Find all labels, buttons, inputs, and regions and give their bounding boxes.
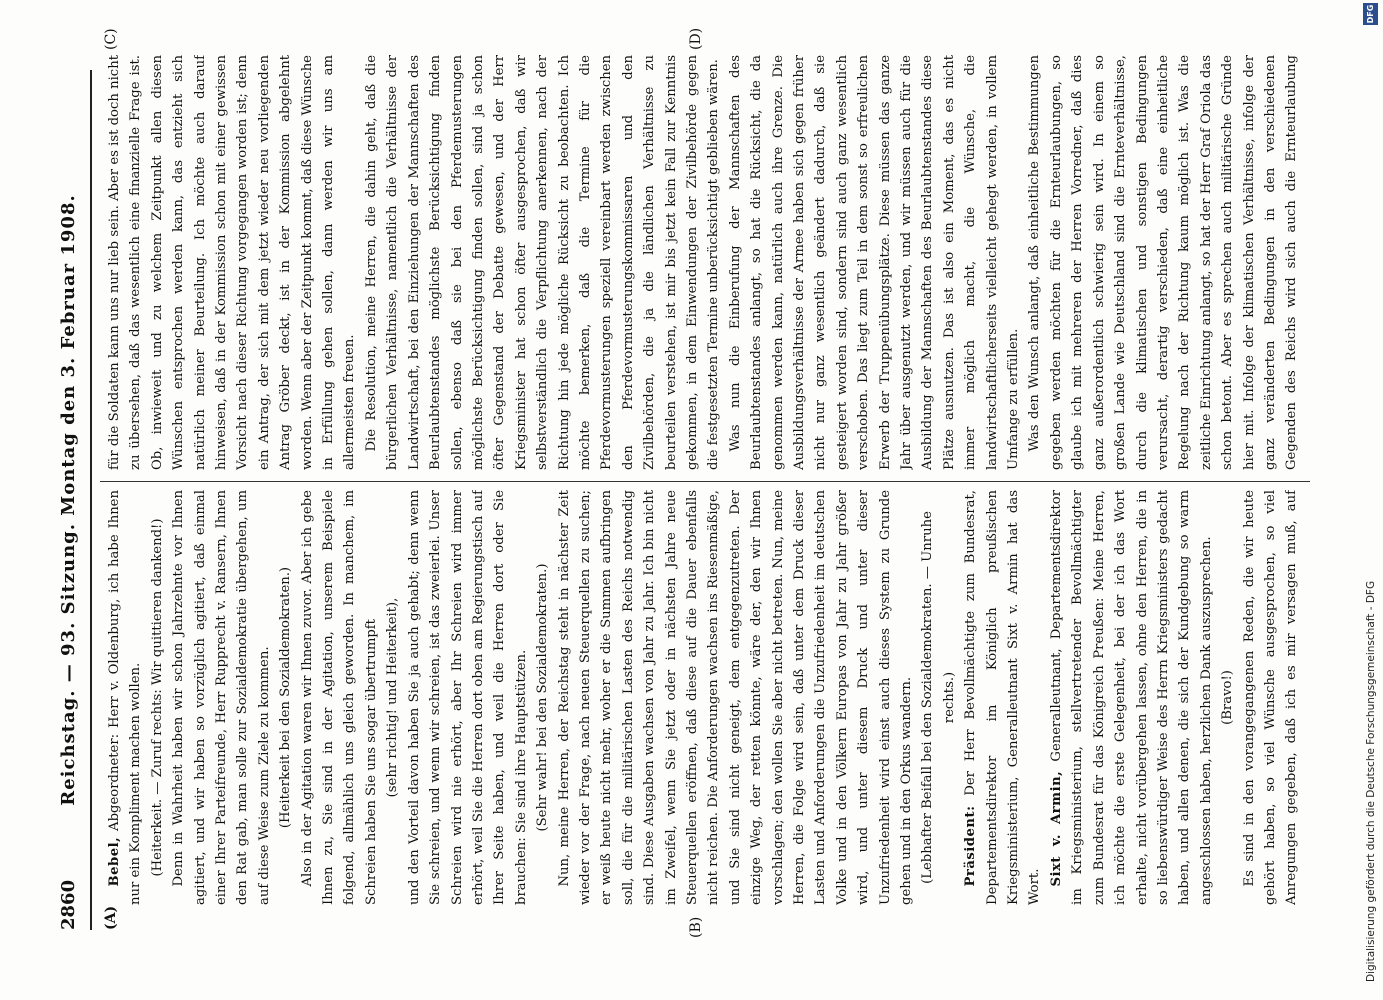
paragraph [1046,490,1217,905]
paragraph-text: Generalleutnant, Departementsdirektor im Kriegsministerium, stellvertretender Bevollmächtigter zum Bundesrat für das Königreich Preußen: Meine Herren, ich möchte die erste Gelegenheit, bei der ich das Wort erhalte, nicht vorübergehen lassen, ohne den Herren, die in so liebenswürdiger Weise des Herrn Kriegsministers gedacht haben, und allen denen, die sich der Kundgebung so warm angeschlossen haben, herzlichen Dank auszusprechen. [1048,490,1214,905]
header-rule [90,70,92,930]
paragraph: Die Resolution, meine Herren, die dahin geht, daß die bürgerlichen Verhältnisse, namentlich die Verhältnisse der Landwirtschaft, bei den Einziehungen der Mannschaften des Beurlaubtenstandes möglichste Berücksichtigung finden sollen, ebenso daß sie bei den Pferdemusterungen möglichste Berücksichtigung finden sollen, sind ja schon öfter Gegenstand der Debatte gewesen, und der Herr Kriegsminister hat schon öfter ausgesprochen, daß wir selbstverständlich die Verpflichtung anerkennen, nach der Richtung hin jede mögliche Rücksicht zu beobachten. Ich möchte bemerken, daß die Termine für die Pferdevormusterungen speziell vereinbart werden zwischen den Pferdevormusterungskommissaren und den Zivilbehörden, die ja die ländlichen Verhältnisse zu beurteilen verstehen, ist mir bis jetzt kein Fall zur Kenntnis gekommen, in dem Einwendungen der Zivilbehörde gegen die festgesetzten Termine unberücksichtigt geblieben wären. [363,55,722,470]
left-column [104,490,1304,905]
paragraph-text: Abgeordneter: Herr v. Oldenburg, ich habe Ihnen nur ein Kompliment machen wollen. [107,490,144,905]
margin-marker-d: (D) [688,27,704,50]
column-divider [100,481,1310,482]
margin-marker-b: (B) [688,916,704,938]
speaker-name: Bebel, [107,836,122,887]
paragraph [104,490,147,905]
right-column [104,55,1304,470]
margin-marker-c: (C) [103,28,119,50]
dfg-logo: DFG [1363,3,1378,25]
interjection: (Bravo!) [1220,670,1236,725]
paragraph: Was den Wunsch anlangt, daß einheitliche Bestimmungen gegeben werden möchten für die Ernteurlaubungen, so glaube ich mit mehreren der Herren Vorredner, daß dies ganz außerordentlich schwierig sein wird. In einem so großen Lande wie Deutschland sind die Ernteverhältnisse, durch die klimatischen und sonstigen Bedingungen verursacht, derartig verschieden, daß eine einheitliche Regelung nach der Richtung kaum möglich ist. Was die zeitliche Einrichtung anlangt, so hat der Herr Graf Oriola das schon betont. Aber es sprechen auch militärische Gründe hier mit. Infolge der klimatischen Verhältnisse, infolge der ganz veränderten Bedingungen in den verschiedenen Gegenden des Reichs wird sich auch die Ernteurlaubung [1027,55,1300,470]
paragraph-text: Der Herr Bevollmächtigte zum Bundesrat, Departementsdirektor im Königlich preußischen Kriegsministerium, Generalleutnant Sixt v. Armin hat das Wort. [963,490,1043,905]
margin-marker-a: (A) [103,905,119,930]
watermark-text: Digitalisierung gefördert durch die Deutsche Forschungsgemeinschaft - DFG [1365,580,1377,982]
paragraph: für die Soldaten kann uns nur lieb sein. Aber es ist doch nicht zu übersehen, daß das wesentlich eine finanzielle Frage ist. Ob, inwieweit und zu welchem Zeitpunkt allen diesen Wünschen entsprochen werden kann, das entzieht sich natürlich meiner Beurteilung. Ich möchte auch darauf hinweisen, daß in der Kommission schon mit einer gewissen Vorsicht nach dieser Richtung vorgegangen worden ist; denn ein Antrag, der sich mit dem jetzt wieder neu vorliegenden Antrag Gröber deckt, ist in der Kommission abgelehnt worden. Wenn aber der Zeitpunkt kommt, daß diese Wünsche in Erfüllung gehen sollen, dann werden wir uns am allermeisten freuen. [107,55,358,470]
paragraph: Nun, meine Herren, der Reichstag steht in nächster Zeit wieder vor der Frage, nach neuen Steuerquellen zu suchen; er weiß heute nicht mehr, woher er die Summen aufbringen soll, die für die militärischen Lasten des Reichs notwendig sind. Diese Ausgaben wachsen von Jahr zu Jahr. Ich bin nicht im Zweifel, wenn Sie jetzt oder in nächsten Jahre neue Steuerquellen eröffnen, daß diese auf die Dauer ebenfalls nicht reichen. Die Anforderungen wachsen ins Riesenmäßige, und Sie sind nicht geneigt, dem entgegenzutreten. Der einzige Weg, der retten könnte, wäre der, den wir Ihnen vorschlagen; den wollen Sie aber nicht betreten. Nun, meine Herren, die Folge wird sein, daß unter dem Druck dieser Lasten und Anforderungen die Unzufriedenheit im deutschen Volke und in den Völkern Europas von Jahr zu Jahr größer wird, und unter diesem Druck und unter dieser Unzufriedenheit wird einst auch dieses System zu Grunde gehen und in den Orkus wandern. [556,490,915,905]
interjection: (Sehr wahr! bei den Sozialdemokraten.) [535,563,551,832]
paragraph: und den Vorteil davon haben Sie ja auch gehabt; denn wenn Sie schreien, und wenn wir schreien, ist das zweierlei. Unser Schreien wird nie erhört, aber Ihr Schreien wird immer erhört, weil Sie die Herren dort oben am Regierungstisch auf Ihrer Seite haben, und weil die Herren dort oder Sie brauchen: Sie sind ihre Hauptstützen. [406,490,529,905]
paragraph: Denn in Wahrheit haben wir schon Jahrzehnte vor Ihnen agitiert, und wir haben so vorzüglich agitiert, daß einmal einer Ihrer Parteifreunde, Herr Rupprecht v. Ransern, Ihnen den Rat gab, man solle zur Sozialdemokratie übergehen, um auf diese Weise zum Ziele zu kommen. [171,490,272,905]
page-header [58,70,88,930]
paragraph: Also in der Agitation waren wir Ihnen zuvor. Aber ich gebe Ihnen zu, Sie sind in der Agitation, unserem Beispiele folgend, allmählich uns gleich geworden. In manchem, im Schreien haben Sie uns sogar übertrumpft [299,490,379,905]
paragraph: Was nun die Einberufung der Mannschaften des Beurlaubtenstandes anlangt, so hat die Rücksicht, die da genommen werden kann, natürlich auch ihre Grenze. Die Ausbildungsverhältnisse der Armee haben sich gegen früher nicht nur ganz wesentlich geändert dadurch, daß sie gesteigert worden sind, sondern sind auch ganz wesentlich verschoben. Das liegt zum Teil in dem sonst so erfreulichen Erwerb der Truppenübungsplätze. Diese müssen das ganze Jahr über ausgenutzt werden, und wir müssen auch für die Ausbildung der Mannschaften des Beurlaubtenstandes diese Plätze ausnutzen. Das ist also ein Moment, das es nicht immer möglich macht, die Wünsche, die landwirtschaftlicherseits vielleicht gehegt werden, in vollem Umfange zu erfüllen. [727,55,1022,470]
speaker-name: Präsident: [963,805,979,887]
interjection: (Heiterkeit. — Zuruf rechts: Wir quittieren dankend!) [149,518,165,877]
dfg-watermark [1362,0,1380,1000]
page-title: Reichstag. — 93. Sitzung. Montag den 3. Februar 1908. [58,194,79,806]
interjection: (sehr richtig! und Heiterkeit), [385,597,401,798]
interjection: (Heiterkeit bei den Sozialdemokraten.) [278,566,294,829]
paragraph: Es sind in den vorangegangenen Reden, die wir heute gehört haben, so viel Wünsche ausgesprochen, so viel Anregungen gegeben, daß ich es mir versagen muß, auf [1241,490,1300,905]
page-number: 2860 [58,879,79,930]
speaker-name: Sixt v. Armin, [1048,770,1064,887]
interjection: (Lebhafter Beifall bei den Sozialdemokraten. — Unruhe rechts.) [920,511,957,884]
paragraph [960,490,1046,905]
